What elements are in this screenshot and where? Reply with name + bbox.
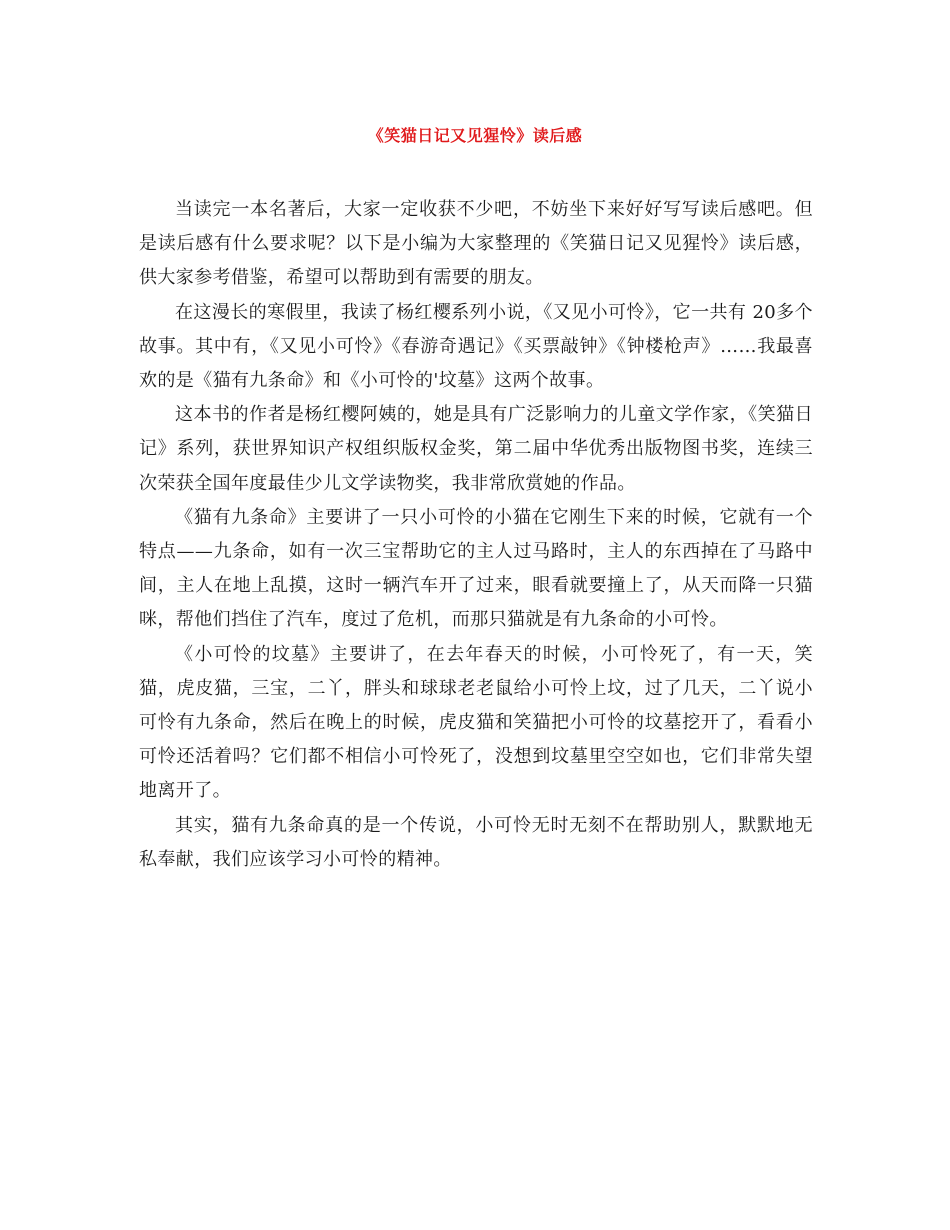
document-body [139,193,813,877]
paragraph-grave: 《小可怜的坟墓》主要讲了，在去年春天的时候，小可怜死了，有一天，笑猫，虎皮猫，三宝，二丫，胖头和球球老老鼠给小可怜上坟，过了几天，二丫说小可怜有九条命，然后在晚上的时候，虎皮猫和笑猫把小可怜的坟墓挖开了，看看小可怜还活着吗？它们都不相信小可怜死了，没想到坟墓里空空如也，它们非常失望地离开了。 [139,643,813,802]
paragraph-intro: 当读完一本名著后，大家一定收获不少吧，不妨坐下来好好写写读后感吧。但是读后感有什么要求呢？以下是小编为大家整理的《笑猫日记又见猩怜》读后感，供大家参考借鉴，希望可以帮助到有需要的朋友。 [139,199,813,289]
document-title: 《笑猫日记又见猩怜》读后感 [367,126,583,145]
paragraph-nine-lives: 《猫有九条命》主要讲了一只小可怜的小猫在它刚生下来的时候，它就有一个特点——九条命，如有一次三宝帮助它的主人过马路时，主人的东西掉在了马路中间，主人在地上乱摸，这时一辆汽车开了过来，眼看就要撞上了，从天而降一只猫咪，帮他们挡住了汽车，度过了危机，而那只猫就是有九条命的小可怜。 [139,506,813,631]
paragraph-conclusion: 其实，猫有九条命真的是一个传说，小可怜无时无刻不在帮助别人，默默地无私奉献，我们应该学习小可怜的精神。 [139,814,813,870]
paragraph-author: 这本书的作者是杨红樱阿姨的，她是具有广泛影响力的儿童文学作家，《笑猫日记》系列，获世界知识产权组织版权金奖，第二届中华优秀出版物图书奖，连续三次荣获全国年度最佳少儿文学读物奖，我非常欣赏她的作品。 [139,404,813,494]
paragraph-reading-summary: 在这漫长的寒假里，我读了杨红樱系列小说，《又见小可怜》，它一共有 20多个故事。其中有，《又见小可怜》《春游奇遇记》《买票敲钟》《钟楼枪声》……我最喜欢的是《猫有九条命》和《小可怜的'坟墓》这两个故事。 [139,301,813,392]
